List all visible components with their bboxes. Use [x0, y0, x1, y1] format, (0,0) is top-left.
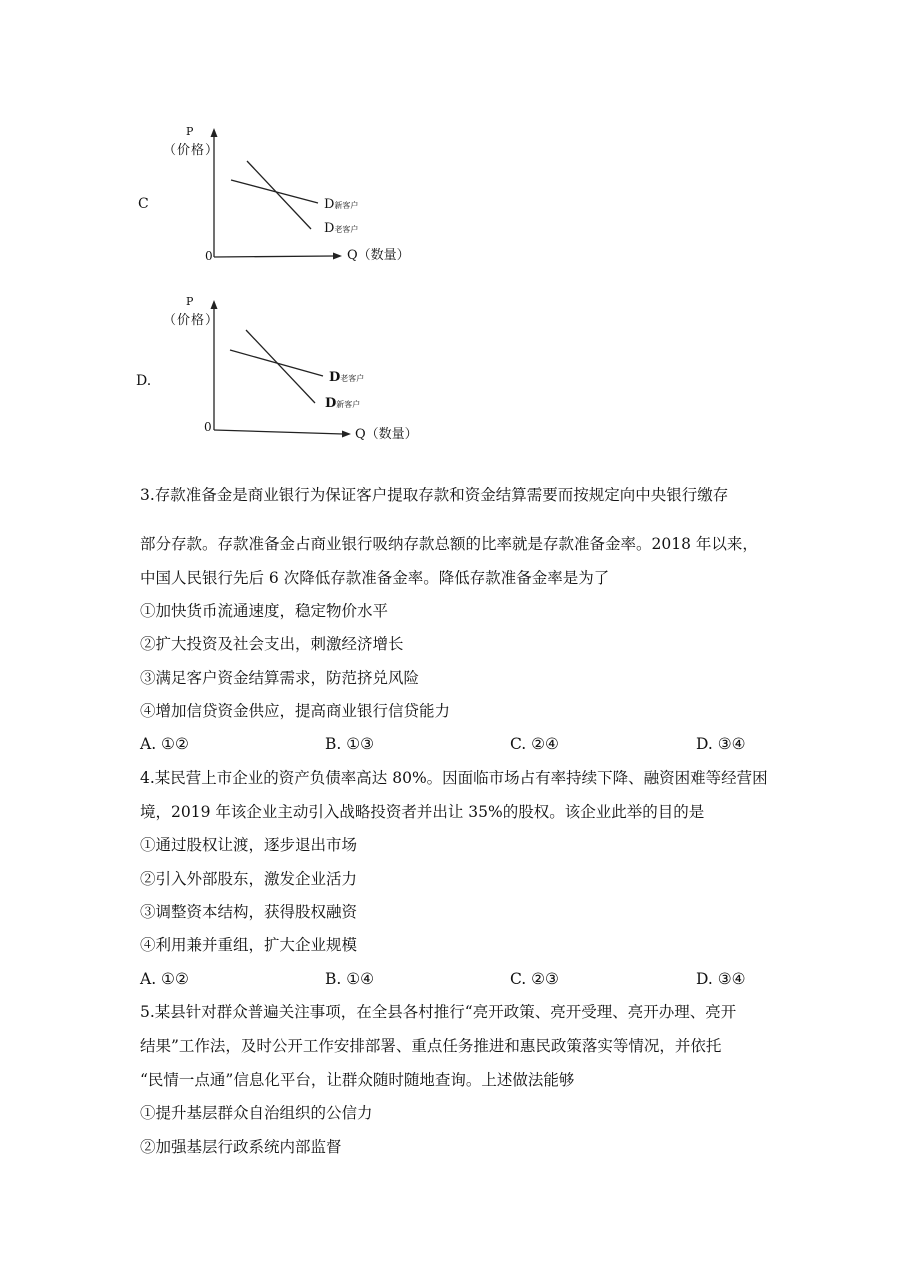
p-axis-arrow — [211, 300, 218, 309]
curve-upper-letter: D — [329, 370, 341, 385]
question-4-item-4: ④利用兼并重组，扩大企业规模 — [140, 936, 358, 954]
question-3-item-3: ③满足客户资金结算需求，防范挤兑风险 — [140, 669, 420, 687]
question-5-item-1: ①提升基层群众自治组织的公信力 — [140, 1104, 373, 1122]
curve-lower-letter: D — [324, 221, 335, 236]
question-3-item-4: ④增加信贷资金供应，提高商业银行信贷能力 — [140, 702, 451, 720]
curve-upper-sub: 老客户 — [340, 374, 365, 383]
question-4-line-2: 境，2019 年该企业主动引入战略投资者并出让 35%的股权。该企业此举的目的是 — [140, 803, 705, 821]
q-axis-label: Q（数量） — [347, 248, 410, 263]
question-3-option-d: D. ③④ — [696, 735, 746, 753]
question-4-item-2: ②引入外部股东，激发企业活力 — [140, 870, 358, 888]
curve-lower-letter: D — [325, 396, 337, 411]
p-axis-sub-label: （价格） — [163, 313, 220, 328]
question-5-line-3: “民情一点通”信息化平台，让群众随时随地查询。上述做法能够 — [140, 1071, 575, 1089]
question-3-item-2: ②扩大投资及社会支出，刺激经济增长 — [140, 635, 404, 653]
demand-curve-steep — [246, 330, 315, 403]
question-4-item-1: ①通过股权让渡，逐步退出市场 — [140, 836, 358, 854]
question-3-line-2: 部分存款。存款准备金占商业银行吸纳存款总额的比率就是存款准备金率。2018 年以来， — [140, 535, 758, 553]
question-3-line-3: 中国人民银行先后 6 次降低存款准备金率。降低存款准备金率是为了 — [140, 569, 610, 587]
curve-lower-sub: 新客户 — [336, 400, 361, 409]
question-5-item-2: ②加强基层行政系统内部监督 — [140, 1138, 342, 1156]
question-4-option-a: A. ①② — [140, 970, 189, 988]
question-4-option-c: C. ②③ — [510, 970, 559, 988]
p-axis-label: P — [186, 295, 194, 308]
question-3-item-1: ①加快货币流通速度，稳定物价水平 — [140, 602, 389, 620]
curve-upper-sub: 新客户 — [334, 201, 359, 210]
curve-lower-sub: 老客户 — [334, 225, 359, 234]
question-5-line-1: 5.某县针对群众普遍关注事项，在全县各村推行“亮开政策、亮开受理、亮开办理、亮开 — [140, 1003, 737, 1021]
question-4-option-d: D. ③④ — [696, 970, 746, 988]
q-axis-label: Q（数量） — [355, 427, 418, 442]
curve-upper-label — [329, 371, 364, 384]
p-axis-sub-label: （价格） — [163, 143, 220, 158]
question-4-line-1: 4.某民营上市企业的资产负债率高达 80%。因面临市场占有率持续下降、融资困难等经营困 — [140, 769, 768, 787]
question-3-option-c: C. ②④ — [510, 735, 559, 753]
q-axis — [214, 430, 343, 434]
q-axis-arrow — [342, 431, 351, 438]
question-3-option-b: B. ①③ — [325, 735, 375, 753]
curve-lower-label — [325, 397, 360, 410]
origin-label: 0 — [205, 249, 213, 263]
option-letter-c: C — [138, 196, 149, 212]
p-axis-label: P — [186, 125, 194, 138]
demand-chart-d-graphic — [0, 0, 909, 460]
question-3-line-1: 3.存款准备金是商业银行为保证客户提取存款和资金结算需要而按规定向中央银行缴存 — [140, 486, 729, 504]
question-3-option-a: A. ①② — [140, 735, 189, 753]
question-4-item-3: ③调整资本结构，获得股权融资 — [140, 903, 358, 921]
question-4-option-b: B. ①④ — [325, 970, 375, 988]
curve-upper-letter: D — [324, 197, 335, 212]
origin-label: 0 — [204, 420, 212, 434]
option-letter-d: D. — [136, 373, 152, 389]
question-5-line-2: 结果”工作法，及时公开工作安排部署、重点任务推进和惠民政策落实等情况，并依托 — [140, 1037, 722, 1055]
demand-chart-d — [0, 0, 909, 460]
